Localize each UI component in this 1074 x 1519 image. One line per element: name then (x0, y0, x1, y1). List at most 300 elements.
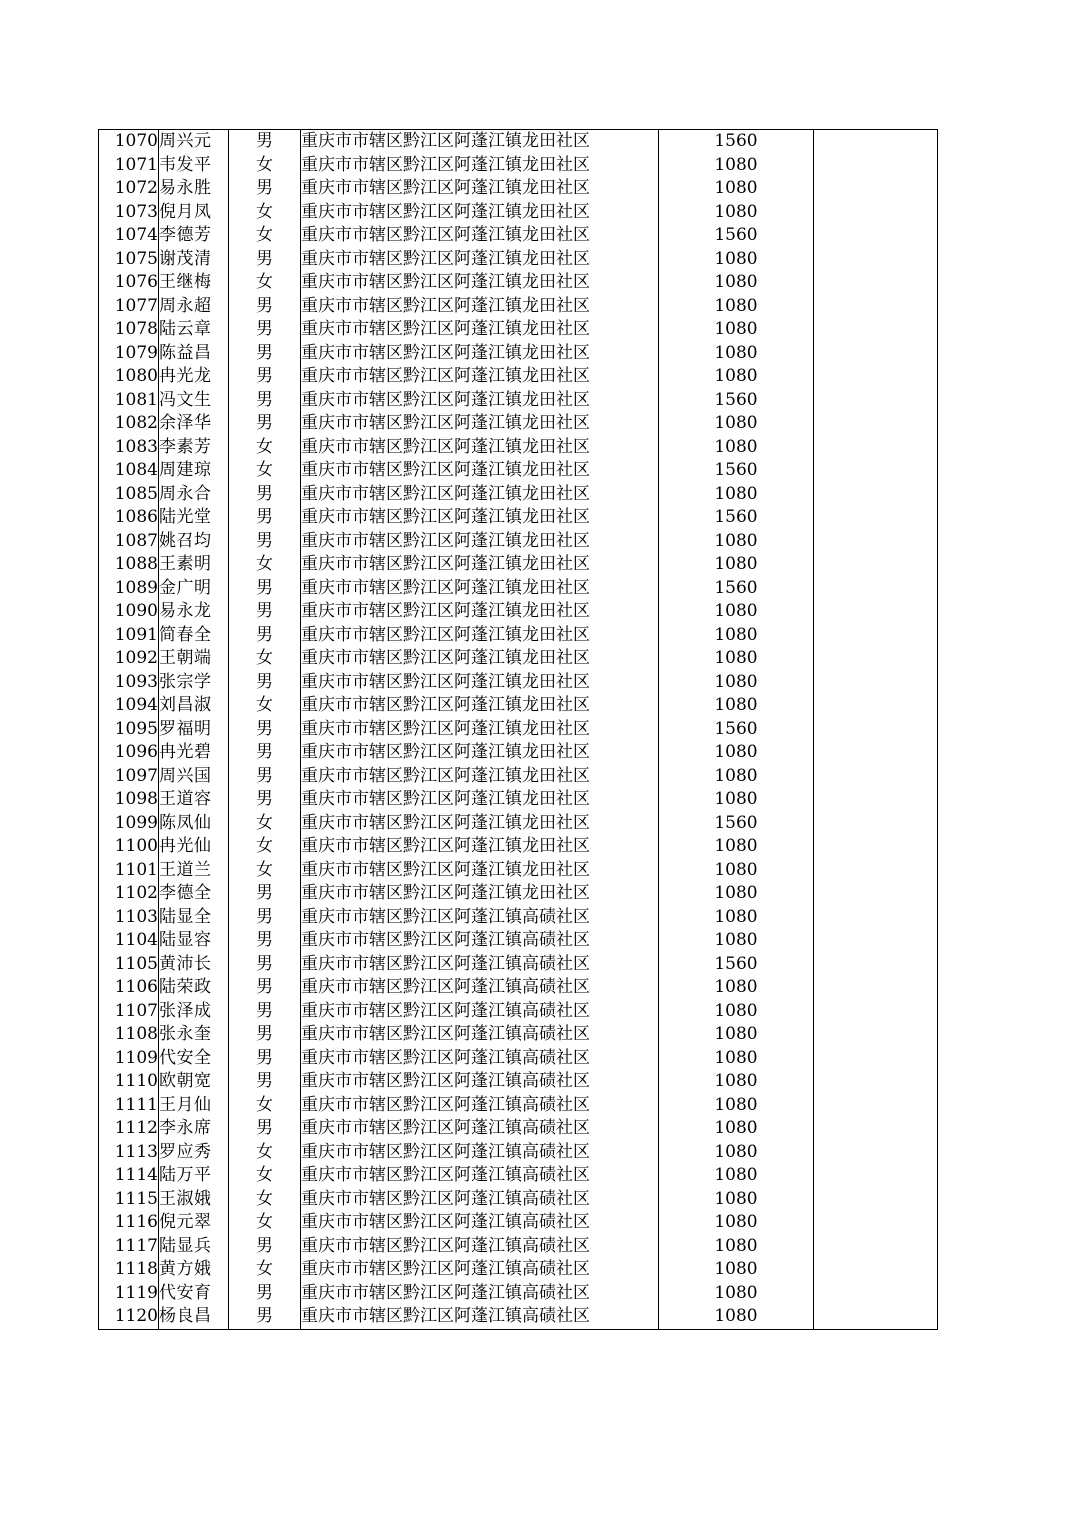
note-cell (814, 835, 938, 859)
row-number-cell: 1081 (99, 389, 159, 413)
address-cell: 重庆市市辖区黔江区阿蓬江镇高碛社区 (301, 1235, 659, 1259)
amount-cell: 1080 (659, 600, 814, 624)
row-number-cell: 1075 (99, 248, 159, 272)
amount-cell: 1080 (659, 694, 814, 718)
gender-cell: 男 (229, 365, 301, 389)
note-cell (814, 976, 938, 1000)
name-cell: 简春全 (159, 624, 229, 648)
table-row (99, 154, 938, 178)
name-cell: 周永合 (159, 483, 229, 507)
gender-cell: 女 (229, 224, 301, 248)
gender-cell: 男 (229, 600, 301, 624)
name-cell: 周永超 (159, 295, 229, 319)
address-cell: 重庆市市辖区黔江区阿蓬江镇高碛社区 (301, 976, 659, 1000)
gender-cell: 女 (229, 553, 301, 577)
name-cell: 陆显全 (159, 906, 229, 930)
gender-cell: 男 (229, 1305, 301, 1329)
address-cell: 重庆市市辖区黔江区阿蓬江镇高碛社区 (301, 929, 659, 953)
address-cell: 重庆市市辖区黔江区阿蓬江镇龙田社区 (301, 342, 659, 366)
address-cell: 重庆市市辖区黔江区阿蓬江镇高碛社区 (301, 1141, 659, 1165)
note-cell (814, 812, 938, 836)
table-row (99, 1047, 938, 1071)
gender-cell: 女 (229, 647, 301, 671)
amount-cell: 1080 (659, 412, 814, 436)
amount-cell: 1080 (659, 1070, 814, 1094)
gender-cell: 男 (229, 295, 301, 319)
name-cell: 张泽成 (159, 1000, 229, 1024)
amount-cell: 1080 (659, 483, 814, 507)
amount-cell: 1080 (659, 906, 814, 930)
table-row (99, 647, 938, 671)
row-number-cell: 1109 (99, 1047, 159, 1071)
name-cell: 王朝端 (159, 647, 229, 671)
table-row (99, 953, 938, 977)
note-cell (814, 671, 938, 695)
address-cell: 重庆市市辖区黔江区阿蓬江镇龙田社区 (301, 506, 659, 530)
note-cell (814, 577, 938, 601)
table-row (99, 365, 938, 389)
row-number-cell: 1100 (99, 835, 159, 859)
table-row (99, 859, 938, 883)
address-cell: 重庆市市辖区黔江区阿蓬江镇龙田社区 (301, 600, 659, 624)
gender-cell: 男 (229, 1117, 301, 1141)
address-cell: 重庆市市辖区黔江区阿蓬江镇龙田社区 (301, 577, 659, 601)
amount-cell: 1080 (659, 365, 814, 389)
table-row (99, 530, 938, 554)
gender-cell: 男 (229, 788, 301, 812)
name-cell: 陈凤仙 (159, 812, 229, 836)
amount-cell: 1080 (659, 671, 814, 695)
amount-cell: 1080 (659, 436, 814, 460)
amount-cell: 1080 (659, 342, 814, 366)
address-cell: 重庆市市辖区黔江区阿蓬江镇龙田社区 (301, 483, 659, 507)
gender-cell: 男 (229, 412, 301, 436)
table-row (99, 483, 938, 507)
table-row (99, 1000, 938, 1024)
row-number-cell: 1096 (99, 741, 159, 765)
note-cell (814, 1258, 938, 1282)
gender-cell: 女 (229, 1141, 301, 1165)
table-row (99, 671, 938, 695)
address-cell: 重庆市市辖区黔江区阿蓬江镇龙田社区 (301, 671, 659, 695)
amount-cell: 1080 (659, 1000, 814, 1024)
amount-cell: 1080 (659, 1188, 814, 1212)
gender-cell: 女 (229, 459, 301, 483)
gender-cell: 男 (229, 953, 301, 977)
name-cell: 李德全 (159, 882, 229, 906)
table-row (99, 1023, 938, 1047)
name-cell: 易永龙 (159, 600, 229, 624)
address-cell: 重庆市市辖区黔江区阿蓬江镇龙田社区 (301, 718, 659, 742)
row-number-cell: 1099 (99, 812, 159, 836)
note-cell (814, 295, 938, 319)
row-number-cell: 1086 (99, 506, 159, 530)
name-cell: 周建琼 (159, 459, 229, 483)
table-row (99, 976, 938, 1000)
row-number-cell: 1102 (99, 882, 159, 906)
note-cell (814, 177, 938, 201)
address-cell: 重庆市市辖区黔江区阿蓬江镇高碛社区 (301, 1094, 659, 1118)
gender-cell: 男 (229, 671, 301, 695)
address-cell: 重庆市市辖区黔江区阿蓬江镇龙田社区 (301, 624, 659, 648)
table-row (99, 1235, 938, 1259)
name-cell: 王月仙 (159, 1094, 229, 1118)
amount-cell: 1080 (659, 647, 814, 671)
amount-cell: 1080 (659, 741, 814, 765)
gender-cell: 男 (229, 506, 301, 530)
name-cell: 陆万平 (159, 1164, 229, 1188)
address-cell: 重庆市市辖区黔江区阿蓬江镇高碛社区 (301, 1023, 659, 1047)
name-cell: 刘昌淑 (159, 694, 229, 718)
amount-cell: 1080 (659, 859, 814, 883)
name-cell: 姚召均 (159, 530, 229, 554)
note-cell (814, 389, 938, 413)
name-cell: 陆显兵 (159, 1235, 229, 1259)
row-number-cell: 1079 (99, 342, 159, 366)
name-cell: 易永胜 (159, 177, 229, 201)
row-number-cell: 1078 (99, 318, 159, 342)
table-row (99, 741, 938, 765)
note-cell (814, 436, 938, 460)
gender-cell: 男 (229, 248, 301, 272)
note-cell (814, 342, 938, 366)
name-cell: 谢茂清 (159, 248, 229, 272)
note-cell (814, 459, 938, 483)
amount-cell: 1080 (659, 1211, 814, 1235)
table-row (99, 459, 938, 483)
note-cell (814, 1282, 938, 1306)
note-cell (814, 953, 938, 977)
roster-sheet (98, 129, 937, 1330)
gender-cell: 男 (229, 1000, 301, 1024)
row-number-cell: 1089 (99, 577, 159, 601)
gender-cell: 男 (229, 342, 301, 366)
table-row (99, 1211, 938, 1235)
note-cell (814, 859, 938, 883)
table-row (99, 1164, 938, 1188)
note-cell (814, 248, 938, 272)
row-number-cell: 1107 (99, 1000, 159, 1024)
note-cell (814, 1023, 938, 1047)
gender-cell: 男 (229, 389, 301, 413)
row-number-cell: 1095 (99, 718, 159, 742)
row-number-cell: 1103 (99, 906, 159, 930)
name-cell: 王道兰 (159, 859, 229, 883)
gender-cell: 女 (229, 1258, 301, 1282)
amount-cell: 1560 (659, 812, 814, 836)
table-row (99, 1070, 938, 1094)
gender-cell: 女 (229, 812, 301, 836)
address-cell: 重庆市市辖区黔江区阿蓬江镇高碛社区 (301, 1117, 659, 1141)
address-cell: 重庆市市辖区黔江区阿蓬江镇高碛社区 (301, 906, 659, 930)
note-cell (814, 365, 938, 389)
table-row (99, 553, 938, 577)
amount-cell: 1560 (659, 953, 814, 977)
address-cell: 重庆市市辖区黔江区阿蓬江镇龙田社区 (301, 154, 659, 178)
row-number-cell: 1097 (99, 765, 159, 789)
gender-cell: 男 (229, 929, 301, 953)
note-cell (814, 1211, 938, 1235)
row-number-cell: 1072 (99, 177, 159, 201)
note-cell (814, 1188, 938, 1212)
gender-cell: 男 (229, 530, 301, 554)
table-row (99, 812, 938, 836)
row-number-cell: 1115 (99, 1188, 159, 1212)
note-cell (814, 271, 938, 295)
gender-cell: 女 (229, 859, 301, 883)
gender-cell: 男 (229, 741, 301, 765)
row-number-cell: 1091 (99, 624, 159, 648)
row-number-cell: 1088 (99, 553, 159, 577)
address-cell: 重庆市市辖区黔江区阿蓬江镇高碛社区 (301, 953, 659, 977)
address-cell: 重庆市市辖区黔江区阿蓬江镇龙田社区 (301, 459, 659, 483)
amount-cell: 1080 (659, 1258, 814, 1282)
amount-cell: 1080 (659, 1282, 814, 1306)
note-cell (814, 694, 938, 718)
gender-cell: 女 (229, 201, 301, 225)
row-number-cell: 1104 (99, 929, 159, 953)
row-number-cell: 1074 (99, 224, 159, 248)
note-cell (814, 647, 938, 671)
row-number-cell: 1112 (99, 1117, 159, 1141)
table-row (99, 1094, 938, 1118)
gender-cell: 男 (229, 318, 301, 342)
address-cell: 重庆市市辖区黔江区阿蓬江镇龙田社区 (301, 248, 659, 272)
name-cell: 黄沛长 (159, 953, 229, 977)
address-cell: 重庆市市辖区黔江区阿蓬江镇高碛社区 (301, 1047, 659, 1071)
amount-cell: 1560 (659, 506, 814, 530)
name-cell: 李素芳 (159, 436, 229, 460)
address-cell: 重庆市市辖区黔江区阿蓬江镇龙田社区 (301, 130, 659, 154)
note-cell (814, 1117, 938, 1141)
row-number-cell: 1110 (99, 1070, 159, 1094)
table-row (99, 1141, 938, 1165)
table-row (99, 318, 938, 342)
address-cell: 重庆市市辖区黔江区阿蓬江镇高碛社区 (301, 1211, 659, 1235)
table-row (99, 1188, 938, 1212)
amount-cell: 1080 (659, 1305, 814, 1329)
note-cell (814, 1000, 938, 1024)
amount-cell: 1560 (659, 130, 814, 154)
table-row (99, 224, 938, 248)
amount-cell: 1080 (659, 1141, 814, 1165)
address-cell: 重庆市市辖区黔江区阿蓬江镇龙田社区 (301, 295, 659, 319)
note-cell (814, 1094, 938, 1118)
address-cell: 重庆市市辖区黔江区阿蓬江镇高碛社区 (301, 1282, 659, 1306)
gender-cell: 女 (229, 154, 301, 178)
table-row (99, 130, 938, 154)
address-cell: 重庆市市辖区黔江区阿蓬江镇高碛社区 (301, 1258, 659, 1282)
address-cell: 重庆市市辖区黔江区阿蓬江镇龙田社区 (301, 530, 659, 554)
gender-cell: 男 (229, 906, 301, 930)
address-cell: 重庆市市辖区黔江区阿蓬江镇龙田社区 (301, 365, 659, 389)
table-row (99, 1305, 938, 1329)
amount-cell: 1080 (659, 248, 814, 272)
address-cell: 重庆市市辖区黔江区阿蓬江镇龙田社区 (301, 553, 659, 577)
note-cell (814, 1305, 938, 1329)
table-row (99, 906, 938, 930)
amount-cell: 1080 (659, 1023, 814, 1047)
row-number-cell: 1108 (99, 1023, 159, 1047)
row-number-cell: 1073 (99, 201, 159, 225)
address-cell: 重庆市市辖区黔江区阿蓬江镇龙田社区 (301, 224, 659, 248)
address-cell: 重庆市市辖区黔江区阿蓬江镇龙田社区 (301, 741, 659, 765)
name-cell: 李德芳 (159, 224, 229, 248)
note-cell (814, 201, 938, 225)
name-cell: 王素明 (159, 553, 229, 577)
note-cell (814, 906, 938, 930)
amount-cell: 1080 (659, 154, 814, 178)
amount-cell: 1080 (659, 530, 814, 554)
gender-cell: 男 (229, 882, 301, 906)
row-number-cell: 1106 (99, 976, 159, 1000)
row-number-cell: 1118 (99, 1258, 159, 1282)
row-number-cell: 1101 (99, 859, 159, 883)
row-number-cell: 1083 (99, 436, 159, 460)
row-number-cell: 1090 (99, 600, 159, 624)
table-row (99, 1117, 938, 1141)
gender-cell: 女 (229, 1211, 301, 1235)
note-cell (814, 1235, 938, 1259)
gender-cell: 男 (229, 718, 301, 742)
amount-cell: 1080 (659, 177, 814, 201)
address-cell: 重庆市市辖区黔江区阿蓬江镇龙田社区 (301, 389, 659, 413)
name-cell: 周兴国 (159, 765, 229, 789)
roster-table-body (99, 130, 938, 1330)
table-row (99, 389, 938, 413)
note-cell (814, 929, 938, 953)
row-number-cell: 1093 (99, 671, 159, 695)
row-number-cell: 1070 (99, 130, 159, 154)
gender-cell: 男 (229, 1047, 301, 1071)
table-row (99, 694, 938, 718)
note-cell (814, 600, 938, 624)
amount-cell: 1080 (659, 1164, 814, 1188)
note-cell (814, 412, 938, 436)
row-number-cell: 1116 (99, 1211, 159, 1235)
note-cell (814, 882, 938, 906)
row-number-cell: 1114 (99, 1164, 159, 1188)
amount-cell: 1560 (659, 577, 814, 601)
row-number-cell: 1092 (99, 647, 159, 671)
name-cell: 李永席 (159, 1117, 229, 1141)
amount-cell: 1080 (659, 882, 814, 906)
address-cell: 重庆市市辖区黔江区阿蓬江镇高碛社区 (301, 1000, 659, 1024)
note-cell (814, 506, 938, 530)
name-cell: 韦发平 (159, 154, 229, 178)
amount-cell: 1560 (659, 224, 814, 248)
table-row (99, 600, 938, 624)
table-row (99, 929, 938, 953)
amount-cell: 1080 (659, 835, 814, 859)
note-cell (814, 318, 938, 342)
note-cell (814, 741, 938, 765)
table-row (99, 718, 938, 742)
name-cell: 欧朝宽 (159, 1070, 229, 1094)
note-cell (814, 154, 938, 178)
name-cell: 陈益昌 (159, 342, 229, 366)
amount-cell: 1080 (659, 1235, 814, 1259)
address-cell: 重庆市市辖区黔江区阿蓬江镇龙田社区 (301, 788, 659, 812)
amount-cell: 1080 (659, 1117, 814, 1141)
name-cell: 罗福明 (159, 718, 229, 742)
address-cell: 重庆市市辖区黔江区阿蓬江镇龙田社区 (301, 765, 659, 789)
gender-cell: 男 (229, 130, 301, 154)
gender-cell: 男 (229, 1070, 301, 1094)
name-cell: 杨良昌 (159, 1305, 229, 1329)
address-cell: 重庆市市辖区黔江区阿蓬江镇高碛社区 (301, 1070, 659, 1094)
name-cell: 陆荣政 (159, 976, 229, 1000)
gender-cell: 男 (229, 577, 301, 601)
note-cell (814, 224, 938, 248)
row-number-cell: 1077 (99, 295, 159, 319)
gender-cell: 女 (229, 835, 301, 859)
table-row (99, 624, 938, 648)
note-cell (814, 1070, 938, 1094)
row-number-cell: 1098 (99, 788, 159, 812)
row-number-cell: 1071 (99, 154, 159, 178)
name-cell: 冉光龙 (159, 365, 229, 389)
row-number-cell: 1084 (99, 459, 159, 483)
amount-cell: 1080 (659, 624, 814, 648)
row-number-cell: 1085 (99, 483, 159, 507)
row-number-cell: 1119 (99, 1282, 159, 1306)
name-cell: 金广明 (159, 577, 229, 601)
name-cell: 陆云章 (159, 318, 229, 342)
name-cell: 王道容 (159, 788, 229, 812)
address-cell: 重庆市市辖区黔江区阿蓬江镇龙田社区 (301, 436, 659, 460)
table-row (99, 835, 938, 859)
address-cell: 重庆市市辖区黔江区阿蓬江镇龙田社区 (301, 835, 659, 859)
amount-cell: 1080 (659, 201, 814, 225)
note-cell (814, 718, 938, 742)
amount-cell: 1080 (659, 553, 814, 577)
address-cell: 重庆市市辖区黔江区阿蓬江镇龙田社区 (301, 812, 659, 836)
amount-cell: 1080 (659, 976, 814, 1000)
gender-cell: 男 (229, 976, 301, 1000)
table-row (99, 1258, 938, 1282)
amount-cell: 1560 (659, 389, 814, 413)
table-row (99, 436, 938, 460)
gender-cell: 女 (229, 1094, 301, 1118)
address-cell: 重庆市市辖区黔江区阿蓬江镇高碛社区 (301, 1188, 659, 1212)
table-row (99, 506, 938, 530)
table-row (99, 248, 938, 272)
gender-cell: 男 (229, 765, 301, 789)
name-cell: 王淑娥 (159, 1188, 229, 1212)
address-cell: 重庆市市辖区黔江区阿蓬江镇龙田社区 (301, 177, 659, 201)
amount-cell: 1080 (659, 765, 814, 789)
row-number-cell: 1080 (99, 365, 159, 389)
address-cell: 重庆市市辖区黔江区阿蓬江镇龙田社区 (301, 694, 659, 718)
amount-cell: 1080 (659, 318, 814, 342)
gender-cell: 男 (229, 1282, 301, 1306)
row-number-cell: 1094 (99, 694, 159, 718)
name-cell: 罗应秀 (159, 1141, 229, 1165)
name-cell: 王继梅 (159, 271, 229, 295)
table-row (99, 765, 938, 789)
address-cell: 重庆市市辖区黔江区阿蓬江镇龙田社区 (301, 882, 659, 906)
amount-cell: 1080 (659, 1094, 814, 1118)
note-cell (814, 624, 938, 648)
address-cell: 重庆市市辖区黔江区阿蓬江镇龙田社区 (301, 412, 659, 436)
address-cell: 重庆市市辖区黔江区阿蓬江镇龙田社区 (301, 318, 659, 342)
table-row (99, 271, 938, 295)
gender-cell: 女 (229, 1164, 301, 1188)
name-cell: 代安全 (159, 1047, 229, 1071)
address-cell: 重庆市市辖区黔江区阿蓬江镇高碛社区 (301, 1164, 659, 1188)
address-cell: 重庆市市辖区黔江区阿蓬江镇龙田社区 (301, 201, 659, 225)
